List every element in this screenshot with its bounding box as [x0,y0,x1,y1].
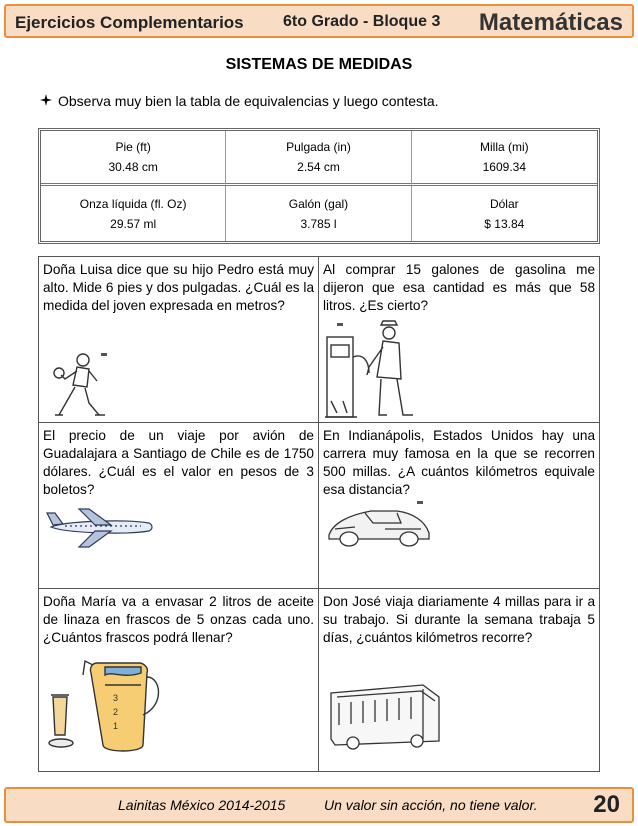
problem-cell [319,589,599,771]
problem-text: Doña Luisa dice que su hijo Pedro está muy alto. Mide 6 pies y dos pulgadas. ¿Cuál es la medida del joven expresada en metros? [43,262,314,313]
problems-grid [38,256,600,772]
equivalence-cell [41,131,226,186]
basketball-player-icon [47,351,117,421]
footer-motto: Un valor sin acción, no tiene valor. [324,797,538,813]
equivalence-cell [412,186,597,241]
bus-icon [327,679,445,751]
problem-cell [39,257,319,423]
header-band [4,4,634,38]
instruction-line [40,93,439,109]
equivalence-value: 29.57 ml [110,216,157,231]
gas-station-attendant-icon [323,317,443,421]
equivalence-cell [412,131,597,186]
page-title: SISTEMAS DE MEDIDAS [225,56,413,73]
instruction-text: Observa muy bien la tabla de equivalencias y luego contesta. [58,93,439,109]
airplane-icon [45,503,155,551]
header-grade-text: 6to Grado - Bloque 3 [283,13,441,30]
footer-credit: Lainitas México 2014-2015 [118,797,286,813]
problem-text: En Indianápolis, Estados Unidos hay una carrera muy famosa en la que se recorren 500 millas. ¿A cuántos kilómetros equivale esa distancia? [323,428,595,497]
footer-band [4,787,634,823]
problem-text: Al comprar 15 galones de gasolina me dijeron que esa cantidad es más que 58 litros. ¿Es cierto? [323,262,595,313]
race-car-icon [325,499,433,551]
problem-text: Don José viaja diariamente 4 millas para ir a su trabajo. Si durante la semana trabaja 5 días, ¿cuántos kilómetros recorre? [323,594,595,645]
equivalence-unit: Onza líquida (fl. Oz) [79,196,187,211]
equivalence-value: $ 13.84 [484,216,525,231]
equivalence-unit: Pie (ft) [115,140,151,154]
equivalence-unit: Pulgada (in) [286,140,351,154]
equivalence-unit: Dólar [489,196,519,211]
problem-cell [39,423,319,589]
equivalence-value: 1609.34 [482,160,527,174]
problem-text: El precio de un viaje por avión de Guadalajara a Santiago de Chile es de 1750 dólares. ¿Cuál es el valor en pesos de 3 boletos? [43,428,314,497]
measuring-jug-icon [43,645,175,761]
equivalence-table [38,128,600,244]
svg-text:3: 3 [113,693,119,703]
svg-text:1: 1 [113,721,119,731]
equivalence-cell [226,186,411,241]
equivalence-unit: Milla (mi) [479,140,529,154]
header-subject-text: Matemáticas [478,9,623,36]
header-left-text: Ejercicios Complementarios [15,13,244,32]
equivalence-cell [41,186,226,241]
problem-text: Doña María va a envasar 2 litros de aceite de linaza en frascos de 5 onzas cada uno. ¿Cuántos frascos podrá llenar? [43,594,314,645]
problem-cell [39,589,319,771]
problem-cell [319,423,599,589]
equivalence-value: 30.48 cm [108,160,158,174]
equivalence-value: 2.54 cm [297,160,340,174]
equivalence-cell [226,131,411,186]
problem-cell [319,257,599,423]
equivalence-value: 3.785 l [300,216,337,231]
diamond-bullet-icon [40,94,52,109]
equivalence-unit: Galón (gal) [288,196,349,211]
svg-text:2: 2 [113,707,119,717]
page-number: 20 [593,791,620,818]
